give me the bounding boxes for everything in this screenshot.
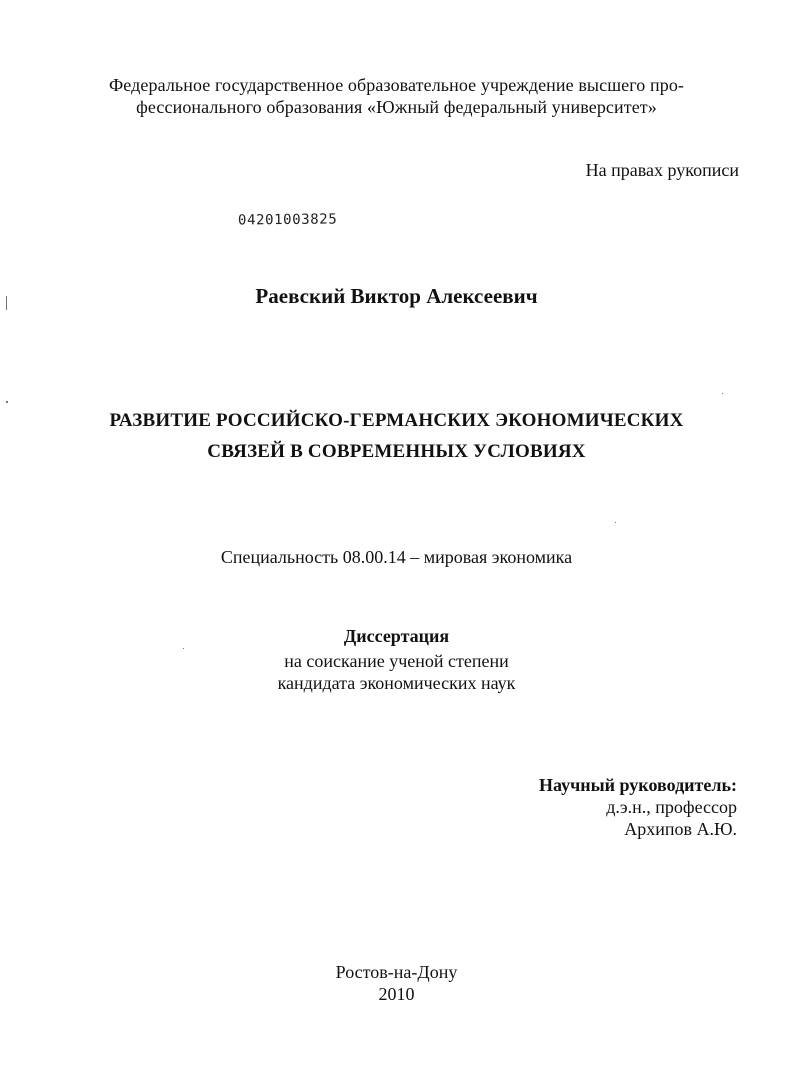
dissertation-heading: Диссертация [343, 626, 450, 646]
advisor-name: Архипов А.Ю. [624, 819, 737, 839]
scan-speck-right-2 [615, 522, 616, 523]
year: 2010 [378, 984, 415, 1004]
manuscript-note: На правах рукописи [585, 160, 739, 180]
advisor-label: Научный руководитель: [539, 775, 737, 795]
scan-mark-left [6, 296, 7, 310]
dissertation-degree-line-2: кандидата экономических наук [277, 673, 516, 693]
institution-line-1: Федеральное государственное образовательное учреждение высшего про- [108, 75, 685, 95]
scan-speck-left-2 [183, 648, 184, 649]
scan-speck-right-1 [722, 393, 723, 394]
scan-speck-left [6, 401, 8, 403]
archive-number-stamp: 04201003825 [237, 211, 338, 229]
title-line-1: РАЗВИТИЕ РОССИЙСКО-ГЕРМАНСКИХ ЭКОНОМИЧЕСКИХ [109, 410, 684, 431]
city: Ростов-на-Дону [335, 962, 458, 982]
specialty-line: Специальность 08.00.14 – мировая экономика [220, 547, 573, 567]
title-line-2: СВЯЗЕЙ В СОВРЕМЕННЫХ УСЛОВИЯХ [207, 441, 586, 462]
author-name: Раевский Виктор Алексеевич [255, 284, 538, 308]
dissertation-degree-line-1: на соискание ученой степени [284, 651, 509, 671]
advisor-degree: д.э.н., профессор [606, 797, 737, 817]
institution-line-2: фессионального образования «Южный федеральный университет» [136, 97, 657, 117]
